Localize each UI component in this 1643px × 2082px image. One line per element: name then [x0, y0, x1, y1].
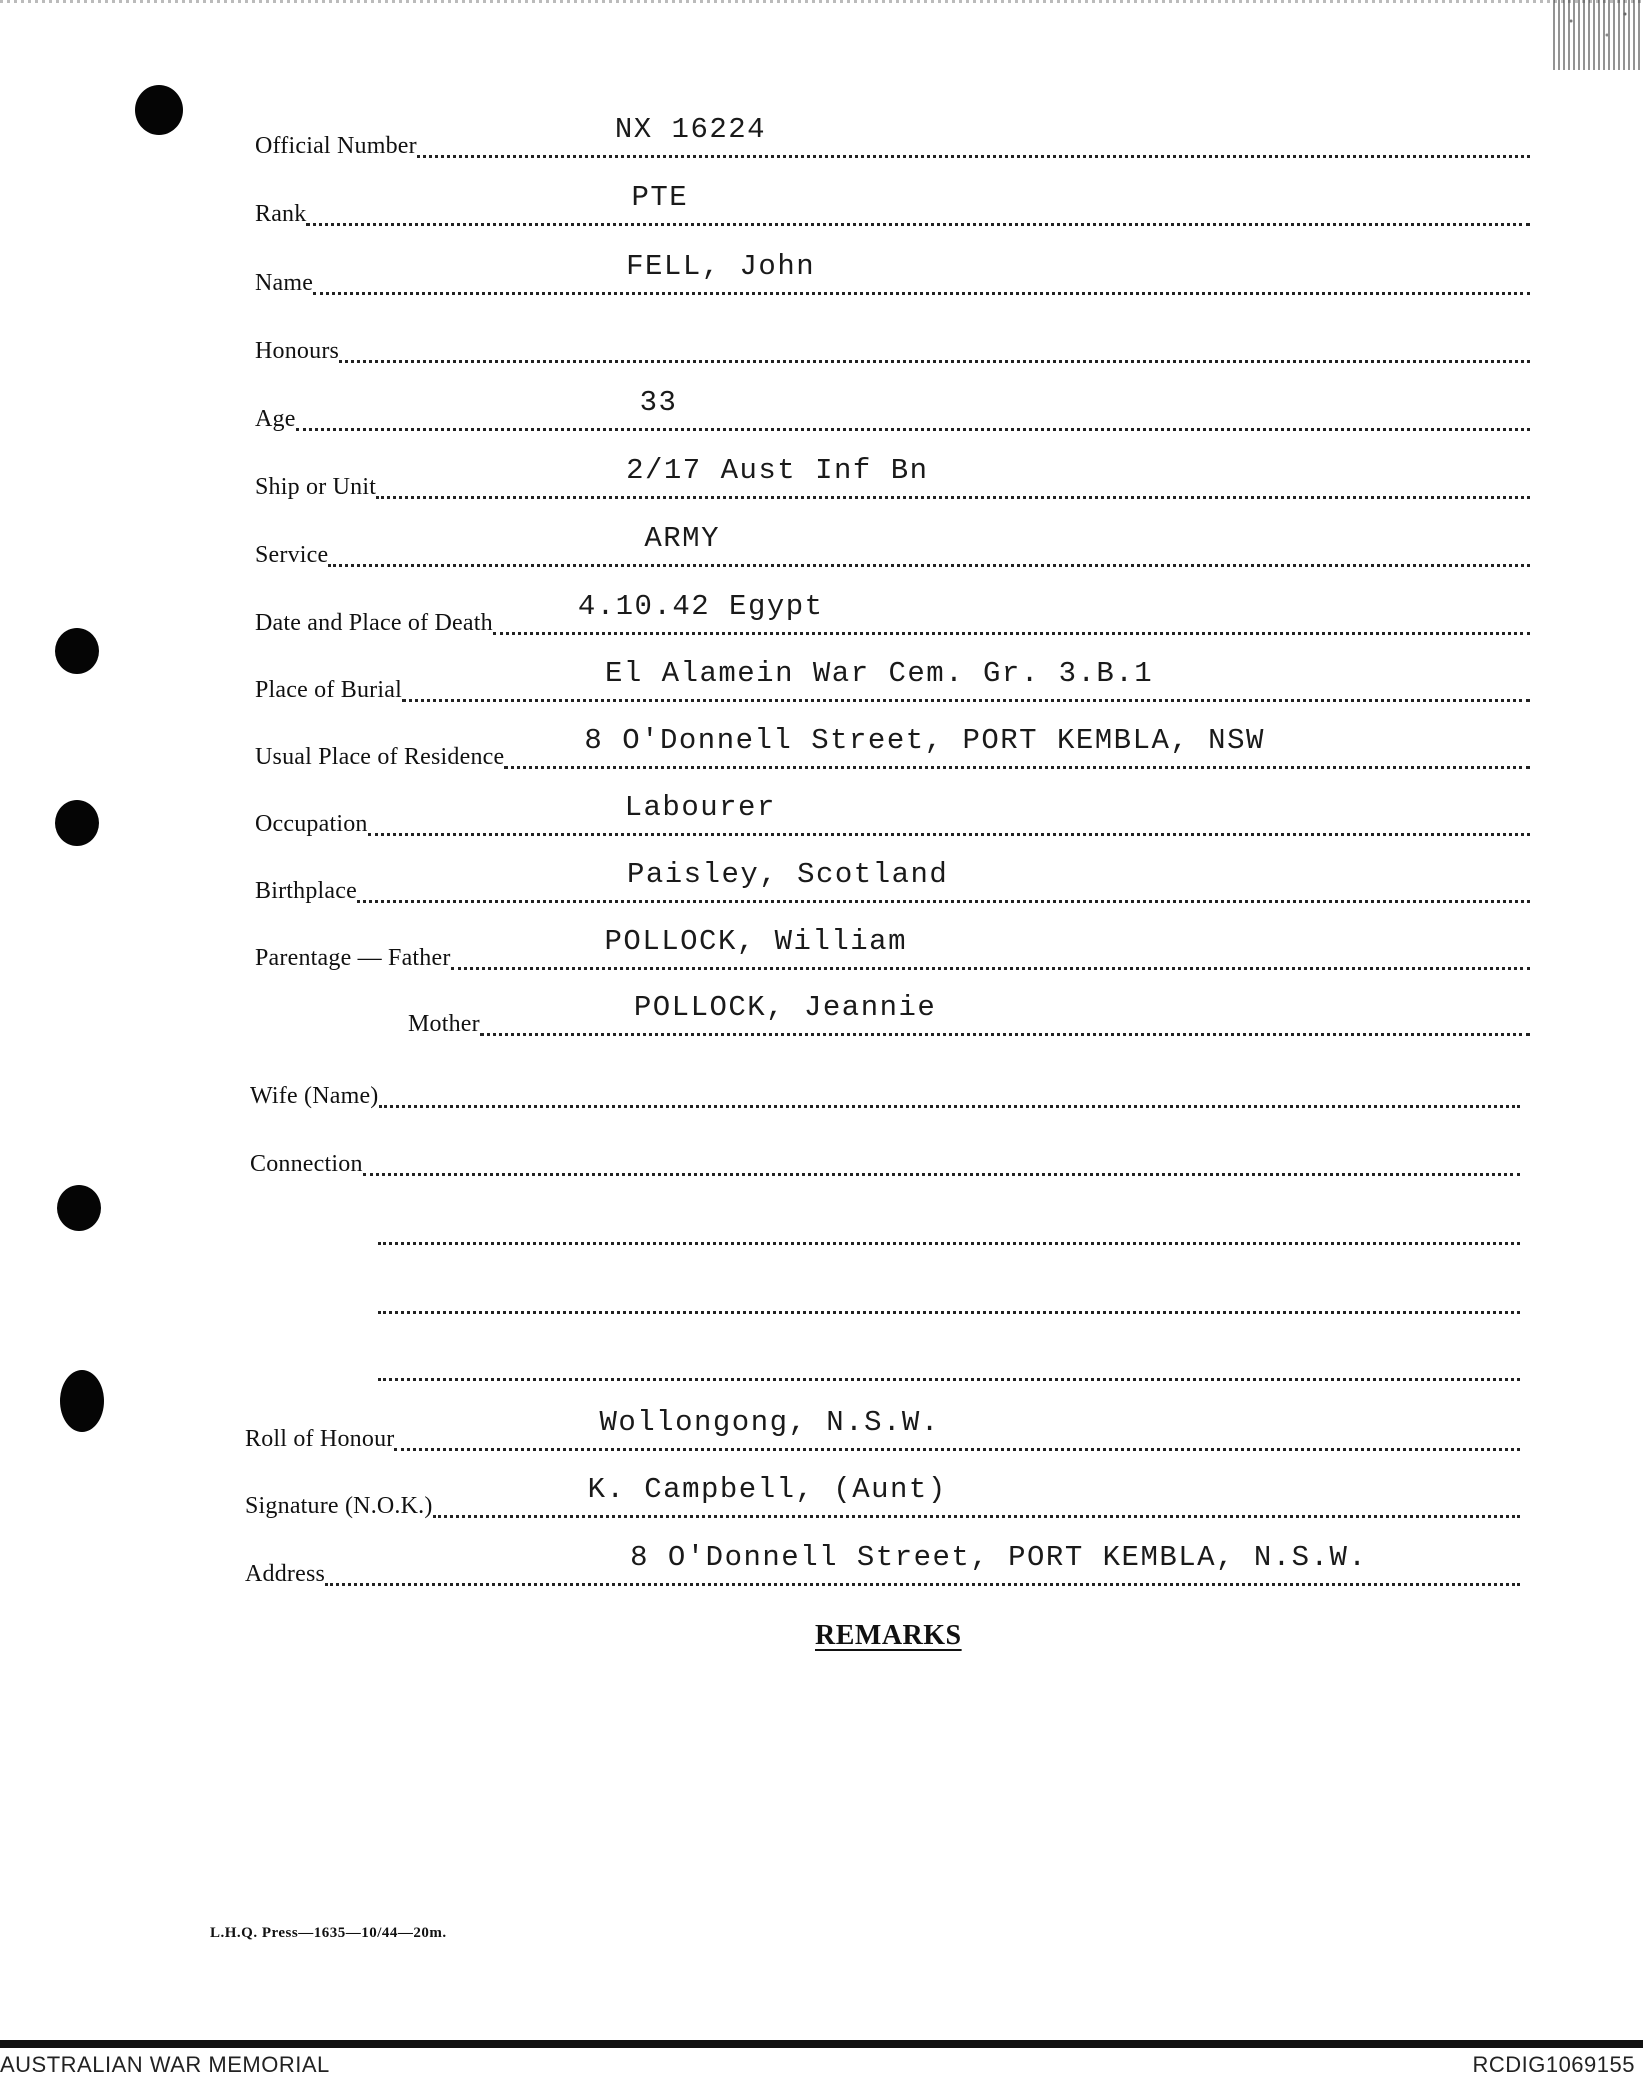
scan-top-edge: [0, 0, 1643, 3]
field-value: 8 O'Donnell Street, PORT KEMBLA, N.S.W.: [630, 1541, 1368, 1574]
field-signature-nok: [245, 1473, 1520, 1522]
field-label: Parentage — Father: [255, 945, 451, 971]
field-label: Place of Burial: [255, 677, 402, 703]
field-label: Address: [245, 1561, 326, 1587]
field-usual-residence: [255, 724, 1530, 773]
footer-institution: AUSTRALIAN WAR MEMORIAL: [0, 2052, 330, 2077]
field-label: Age: [255, 406, 296, 432]
field-label: Ship or Unit: [255, 474, 377, 500]
field-label: Date and Place of Death: [255, 610, 493, 636]
dotted-line: [363, 1172, 1520, 1176]
dotted-line: [394, 1406, 1520, 1451]
dotted-line: [480, 991, 1530, 1036]
field-label: Wife (Name): [250, 1083, 379, 1109]
punch-hole-5: [60, 1370, 104, 1432]
field-label: Signature (N.O.K.): [245, 1493, 433, 1519]
connection-line-4: [378, 1345, 1520, 1385]
field-value: Labourer: [624, 791, 776, 824]
field-connection: [250, 1140, 1520, 1180]
field-label: Roll of Honour: [245, 1426, 395, 1452]
field-value: 4.10.42 Egypt: [577, 590, 824, 623]
field-value: ARMY: [644, 522, 720, 555]
field-value: El Alamein War Cem. Gr. 3.B.1: [604, 657, 1154, 690]
field-label: Name: [255, 270, 314, 296]
field-ship-or-unit: [255, 454, 1530, 503]
punch-hole-3: [55, 800, 99, 846]
field-value: FELL, John: [626, 250, 816, 283]
field-service: [255, 522, 1530, 571]
field-wife-name: [250, 1072, 1520, 1112]
dotted-line: [368, 791, 1530, 836]
field-roll-of-honour: [245, 1406, 1520, 1455]
remarks-heading: REMARKS: [815, 1620, 962, 1651]
field-label: Official Number: [255, 133, 417, 159]
field-honours: [255, 327, 1530, 367]
scan-noise-corner: [1553, 0, 1643, 70]
dotted-line: [296, 386, 1530, 431]
field-occupation: [255, 791, 1530, 840]
dotted-line: [451, 925, 1530, 970]
field-label: Usual Place of Residence: [255, 744, 505, 770]
footer-record-id: RCDIG1069155: [1472, 2052, 1635, 2077]
connection-line-3: [378, 1278, 1520, 1318]
connection-line-2: [378, 1209, 1520, 1249]
dotted-line: [339, 359, 1530, 363]
dotted-line: [376, 454, 1530, 499]
field-label: Rank: [255, 201, 307, 227]
field-rank: [255, 181, 1530, 230]
field-father: [255, 925, 1530, 974]
dotted-line: [378, 1241, 1520, 1245]
bottom-rule: [0, 2040, 1643, 2048]
dotted-line: [328, 522, 1530, 567]
field-value: Wollongong, N.S.W.: [599, 1406, 940, 1439]
field-label: Occupation: [255, 811, 368, 837]
dotted-line: [417, 113, 1530, 158]
field-address: [245, 1541, 1520, 1590]
field-value: PTE: [631, 181, 689, 214]
field-value: POLLOCK, William: [604, 925, 907, 958]
field-value: 33: [639, 386, 678, 419]
field-name: [255, 250, 1530, 299]
field-value: NX 16224: [614, 113, 767, 146]
field-mother: [408, 991, 1530, 1040]
field-date-place-of-death: [255, 590, 1530, 639]
field-official-number: [255, 113, 1530, 162]
dotted-line: [325, 1541, 1520, 1586]
punch-hole-2: [55, 628, 99, 674]
dotted-line: [493, 590, 1530, 635]
dotted-line: [504, 724, 1530, 769]
field-birthplace: [255, 858, 1530, 907]
punch-hole-1: [135, 85, 183, 135]
field-label: Connection: [250, 1151, 363, 1177]
dotted-line: [378, 1377, 1520, 1381]
dotted-line: [379, 1104, 1521, 1108]
field-value: 8 O'Donnell Street, PORT KEMBLA, NSW: [584, 724, 1265, 757]
field-value: K. Campbell, (Aunt): [587, 1473, 947, 1506]
dotted-line: [402, 657, 1530, 702]
field-value: POLLOCK, Jeannie: [633, 991, 937, 1024]
field-label: Service: [255, 542, 329, 568]
field-value: 2/17 Aust Inf Bn: [626, 454, 929, 487]
dotted-line: [378, 1310, 1520, 1314]
dotted-line: [306, 181, 1530, 226]
field-value: Paisley, Scotland: [626, 858, 949, 891]
print-reference: L.H.Q. Press—1635—10/44—20m.: [210, 1925, 447, 1941]
field-place-of-burial: [255, 657, 1530, 706]
field-label: Birthplace: [255, 878, 357, 904]
dotted-line: [357, 858, 1530, 903]
field-age: [255, 386, 1530, 435]
dotted-line: [313, 250, 1530, 295]
dotted-line: [433, 1473, 1520, 1518]
field-label: Mother: [408, 1011, 480, 1037]
field-label: Honours: [255, 338, 340, 364]
punch-hole-4: [57, 1185, 101, 1231]
